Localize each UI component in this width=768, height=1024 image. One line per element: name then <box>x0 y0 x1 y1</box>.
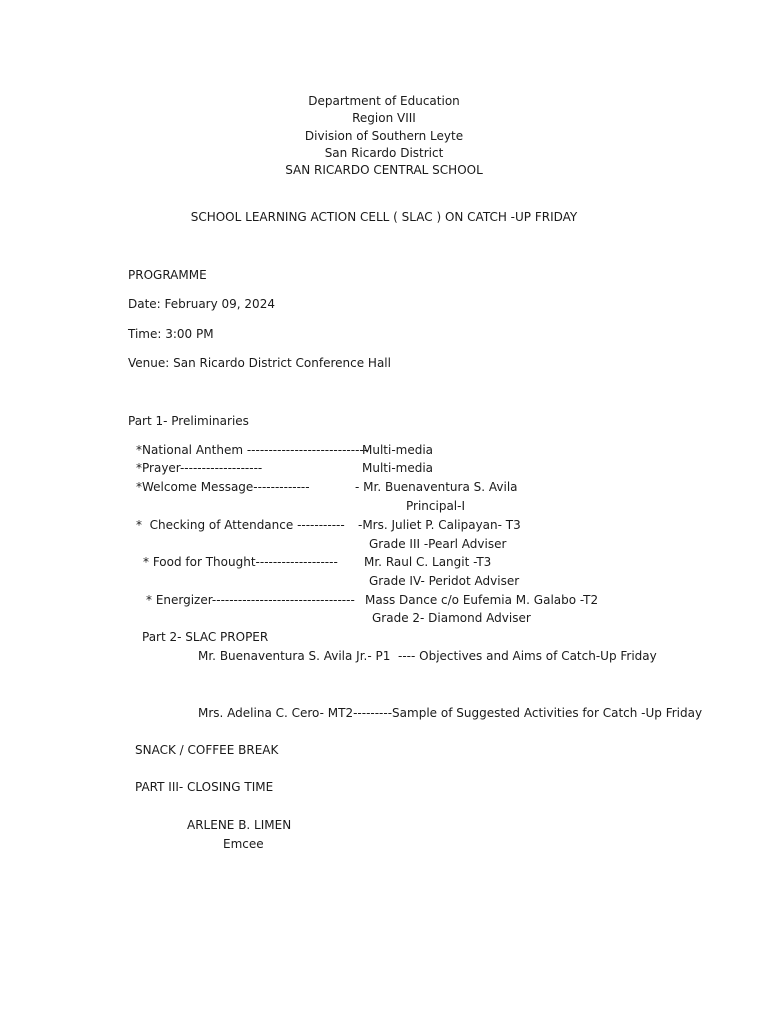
programme-venue: Venue: San Ricardo District Conference Hall <box>128 356 391 370</box>
part1-heading: Part 1- Preliminaries <box>128 414 249 428</box>
emcee-name: ARLENE B. LIMEN <box>187 818 292 832</box>
item-value: Mr. Raul C. Langit -T3 <box>364 555 492 569</box>
part2-heading: Part 2- SLAC PROPER <box>142 630 269 644</box>
item-sub: Grade IV- Peridot Adviser <box>369 574 520 588</box>
header-division: Division of Southern Leyte <box>304 129 464 143</box>
item-value: Mass Dance c/o Eufemia M. Galabo -T2 <box>365 593 599 607</box>
part2-line: Mr. Buenaventura S. Avila Jr.- P1 ---- Objectives and Aims of Catch-Up Friday <box>198 649 657 663</box>
item-label: * Energizer--------------------------------- <box>146 593 355 607</box>
item-value: -Mrs. Juliet P. Calipayan- T3 <box>358 518 521 532</box>
item-sub: Grade 2- Diamond Adviser <box>372 611 531 625</box>
programme-heading: PROGRAMME <box>128 268 207 282</box>
header-region: Region VIII <box>352 111 416 125</box>
item-label: * Checking of Attendance ----------- <box>136 518 345 532</box>
item-label: *National Anthem ---------------------------- <box>136 443 369 457</box>
programme-time: Time: 3:00 PM <box>128 327 214 341</box>
header-department: Department of Education <box>308 94 460 108</box>
item-value: Multi-media <box>362 461 434 475</box>
snack-break: SNACK / COFFEE BREAK <box>135 743 279 757</box>
item-value: - Mr. Buenaventura S. Avila <box>355 480 518 494</box>
header-school: SAN RICARDO CENTRAL SCHOOL <box>285 163 483 177</box>
item-sub: Grade III -Pearl Adviser <box>369 537 507 551</box>
item-value: Multi-media <box>362 443 434 457</box>
item-label: * Food for Thought------------------- <box>143 555 338 569</box>
item-sub: Principal-I <box>406 499 466 513</box>
item-label: *Welcome Message------------- <box>136 480 310 494</box>
emcee-role: Emcee <box>223 837 264 851</box>
document-title: SCHOOL LEARNING ACTION CELL ( SLAC ) ON CATCH -UP FRIDAY <box>190 210 578 224</box>
item-label: *Prayer------------------- <box>136 461 263 475</box>
header-district: San Ricardo District <box>324 146 444 160</box>
part2-line: Mrs. Adelina C. Cero- MT2---------Sample of Suggested Activities for Catch -Up Friday <box>198 706 703 720</box>
part3-heading: PART III- CLOSING TIME <box>135 780 274 794</box>
programme-date: Date: February 09, 2024 <box>128 297 275 311</box>
